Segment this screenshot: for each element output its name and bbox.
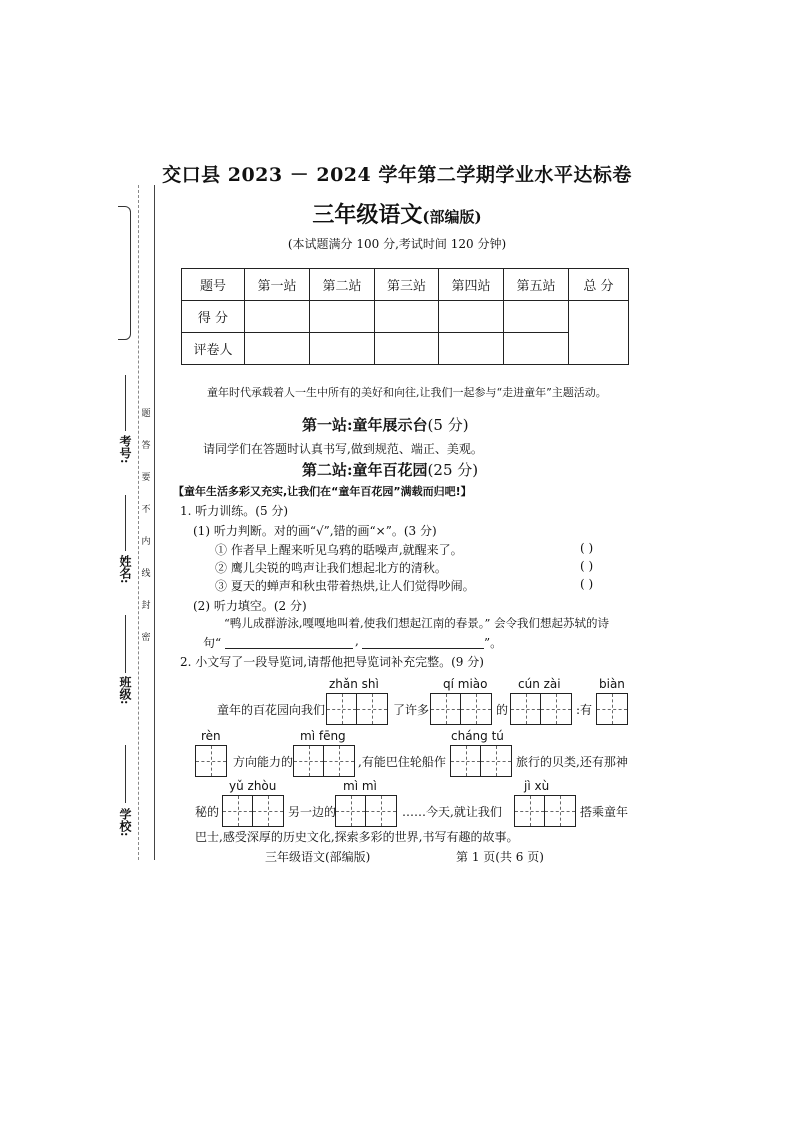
tianzige-bian[interactable] xyxy=(596,693,628,725)
poem-blank-2[interactable] xyxy=(362,648,484,649)
q1-2-heading: (2) 听力填空。(2 分) xyxy=(193,599,307,613)
class-label: 班级: xyxy=(118,676,132,705)
seal-char: 题 xyxy=(141,409,151,419)
grader-row xyxy=(182,333,629,365)
header-cell: 第四站 xyxy=(439,269,504,301)
school-label: 学校: xyxy=(118,808,132,837)
passage-text: 搭乘童年 xyxy=(580,805,629,819)
header-cell: 第一站 xyxy=(245,269,310,301)
pinyin: zhǎn shì xyxy=(329,677,379,691)
station2-banner: 【童年生活多彩又充实,让我们在“童年百花园”满载而归吧!】 xyxy=(173,485,472,498)
score-cell[interactable] xyxy=(375,301,439,333)
tianzige-jixu[interactable] xyxy=(514,795,576,827)
pinyin: cháng tú xyxy=(451,729,504,743)
poem-blank-1[interactable] xyxy=(225,648,353,649)
subtitle-main: 三年级语文 xyxy=(312,202,423,228)
passage-text: 了许多 xyxy=(393,703,430,717)
header-cell: 题号 xyxy=(182,269,245,301)
row-label: 评卷人 xyxy=(182,333,245,365)
pinyin: rèn xyxy=(201,729,221,743)
seal-char: 答 xyxy=(141,441,151,451)
q1-heading: 1. 听力训练。(5 分) xyxy=(180,504,289,518)
header-cell: 总 分 xyxy=(569,269,629,301)
station1-title xyxy=(302,414,469,435)
subtitle-paren: (部编版) xyxy=(422,208,482,226)
judge-item: ① 作者早上醒来听见乌鸦的聒噪声,就醒来了。 xyxy=(215,543,463,557)
seal-char: 要 xyxy=(141,473,151,483)
tianzige-zhanshi[interactable] xyxy=(326,693,388,725)
number-blank[interactable] xyxy=(125,375,127,431)
score-cell[interactable] xyxy=(310,301,375,333)
name-label: 姓名: xyxy=(118,555,132,584)
margin-line-outer xyxy=(154,185,155,860)
footer-left: 三年级语文(部编版) xyxy=(265,850,371,864)
grader-cell[interactable] xyxy=(504,333,569,365)
tianzige-changtu[interactable] xyxy=(450,745,512,777)
intro-text: 童年时代承载着人一生中所有的美好和向往,让我们一起参与“走进童年”主题活动。 xyxy=(207,386,607,399)
tianzige-mimi[interactable] xyxy=(335,795,397,827)
q1-2-end: ”。 xyxy=(484,636,503,650)
pinyin: biàn xyxy=(599,677,625,691)
station1-name: 第一站:童年展示台 xyxy=(302,416,428,434)
station2-title xyxy=(302,459,478,480)
pinyin: yǔ zhòu xyxy=(229,779,277,793)
passage-text: 另一边的 xyxy=(288,805,337,819)
pinyin: cún zài xyxy=(518,677,561,691)
margin-line-dotted xyxy=(138,185,139,860)
exam-subtitle xyxy=(0,198,794,229)
q1-2-line-start: 句“ xyxy=(203,636,222,650)
score-table-header-row xyxy=(182,269,629,301)
judge-item: ② 鹰儿尖锐的鸣声让我们想起北方的清秋。 xyxy=(215,561,447,575)
exam-note: (本试题满分 100 分,考试时间 120 分钟) xyxy=(287,237,507,251)
tianzige-ren[interactable] xyxy=(195,745,227,777)
school-blank[interactable] xyxy=(125,745,127,803)
answer-bracket[interactable]: ( ) xyxy=(580,559,594,573)
row-label: 得 分 xyxy=(182,301,245,333)
q1-2-comma: , xyxy=(355,634,359,648)
number-label: 考号: xyxy=(118,435,132,464)
class-blank[interactable] xyxy=(125,615,127,673)
passage-text: 秘的 xyxy=(195,805,220,819)
seal-char: 封 xyxy=(141,601,151,611)
tianzige-qimiao[interactable] xyxy=(430,693,492,725)
score-row xyxy=(182,301,629,333)
seal-char: 线 xyxy=(141,569,151,579)
passage-text: ……今天,就让我们 xyxy=(402,805,502,819)
q2-heading: 2. 小文写了一段导览词,请帮他把导览词补充完整。(9 分) xyxy=(180,655,484,669)
pinyin: qí miào xyxy=(443,677,488,691)
passage-text: 旅行的贝类,还有那神 xyxy=(516,755,628,769)
header-cell: 第二站 xyxy=(310,269,375,301)
tianzige-cunzai[interactable] xyxy=(510,693,572,725)
q1-2-text: “鸭儿成群游泳,嘎嘎地叫着,使我们想起江南的春景。” 会令我们想起苏轼的诗 xyxy=(224,616,609,630)
grader-cell[interactable] xyxy=(375,333,439,365)
score-cell[interactable] xyxy=(245,301,310,333)
passage-text: 巴士,感受深厚的历史文化,探索多彩的世界,书写有趣的故事。 xyxy=(195,830,519,844)
seal-char: 密 xyxy=(141,633,151,643)
grader-cell[interactable] xyxy=(245,333,310,365)
passage-text: 的 xyxy=(496,703,509,717)
passage-text: 方向能力的 xyxy=(233,755,294,769)
passage-text: ,有能巴住轮船作 xyxy=(358,755,446,769)
exam-title: 交口县 2023 － 2024 学年第二学期学业水平达标卷 xyxy=(162,164,632,186)
pinyin: mì fēng xyxy=(300,729,346,743)
seal-char: 内 xyxy=(141,537,151,547)
station1-score: (5 分) xyxy=(427,416,469,434)
station1-desc: 请同学们在答题时认真书写,做到规范、端正、美观。 xyxy=(203,442,483,456)
total-score-cell[interactable] xyxy=(569,301,629,365)
header-cell: 第三站 xyxy=(375,269,439,301)
pinyin: jì xù xyxy=(524,779,550,793)
q1-1-heading: (1) 听力判断。对的画“√”,错的画“×”。(3 分) xyxy=(193,524,437,538)
station2-score: (25 分) xyxy=(427,461,479,479)
passage-text: :有 xyxy=(576,703,593,717)
station2-name: 第二站:童年百花园 xyxy=(302,461,428,479)
header-cell: 第五站 xyxy=(504,269,569,301)
answer-bracket[interactable]: ( ) xyxy=(580,577,594,591)
pinyin: mì mì xyxy=(343,779,377,793)
score-cell[interactable] xyxy=(439,301,504,333)
grader-cell[interactable] xyxy=(439,333,504,365)
tianzige-yuzhou[interactable] xyxy=(222,795,284,827)
seal-char: 不 xyxy=(141,505,151,515)
answer-bracket[interactable]: ( ) xyxy=(580,541,594,555)
grader-cell[interactable] xyxy=(310,333,375,365)
score-table xyxy=(181,268,629,365)
page-number: 第 1 页(共 6 页) xyxy=(456,850,544,864)
judge-item: ③ 夏天的蝉声和秋虫带着热烘,让人们觉得吵闹。 xyxy=(215,579,475,593)
passage-text: 童年的百花园向我们 xyxy=(217,703,326,717)
tianzige-mifeng[interactable] xyxy=(293,745,355,777)
score-cell[interactable] xyxy=(504,301,569,333)
name-blank[interactable] xyxy=(125,495,127,551)
